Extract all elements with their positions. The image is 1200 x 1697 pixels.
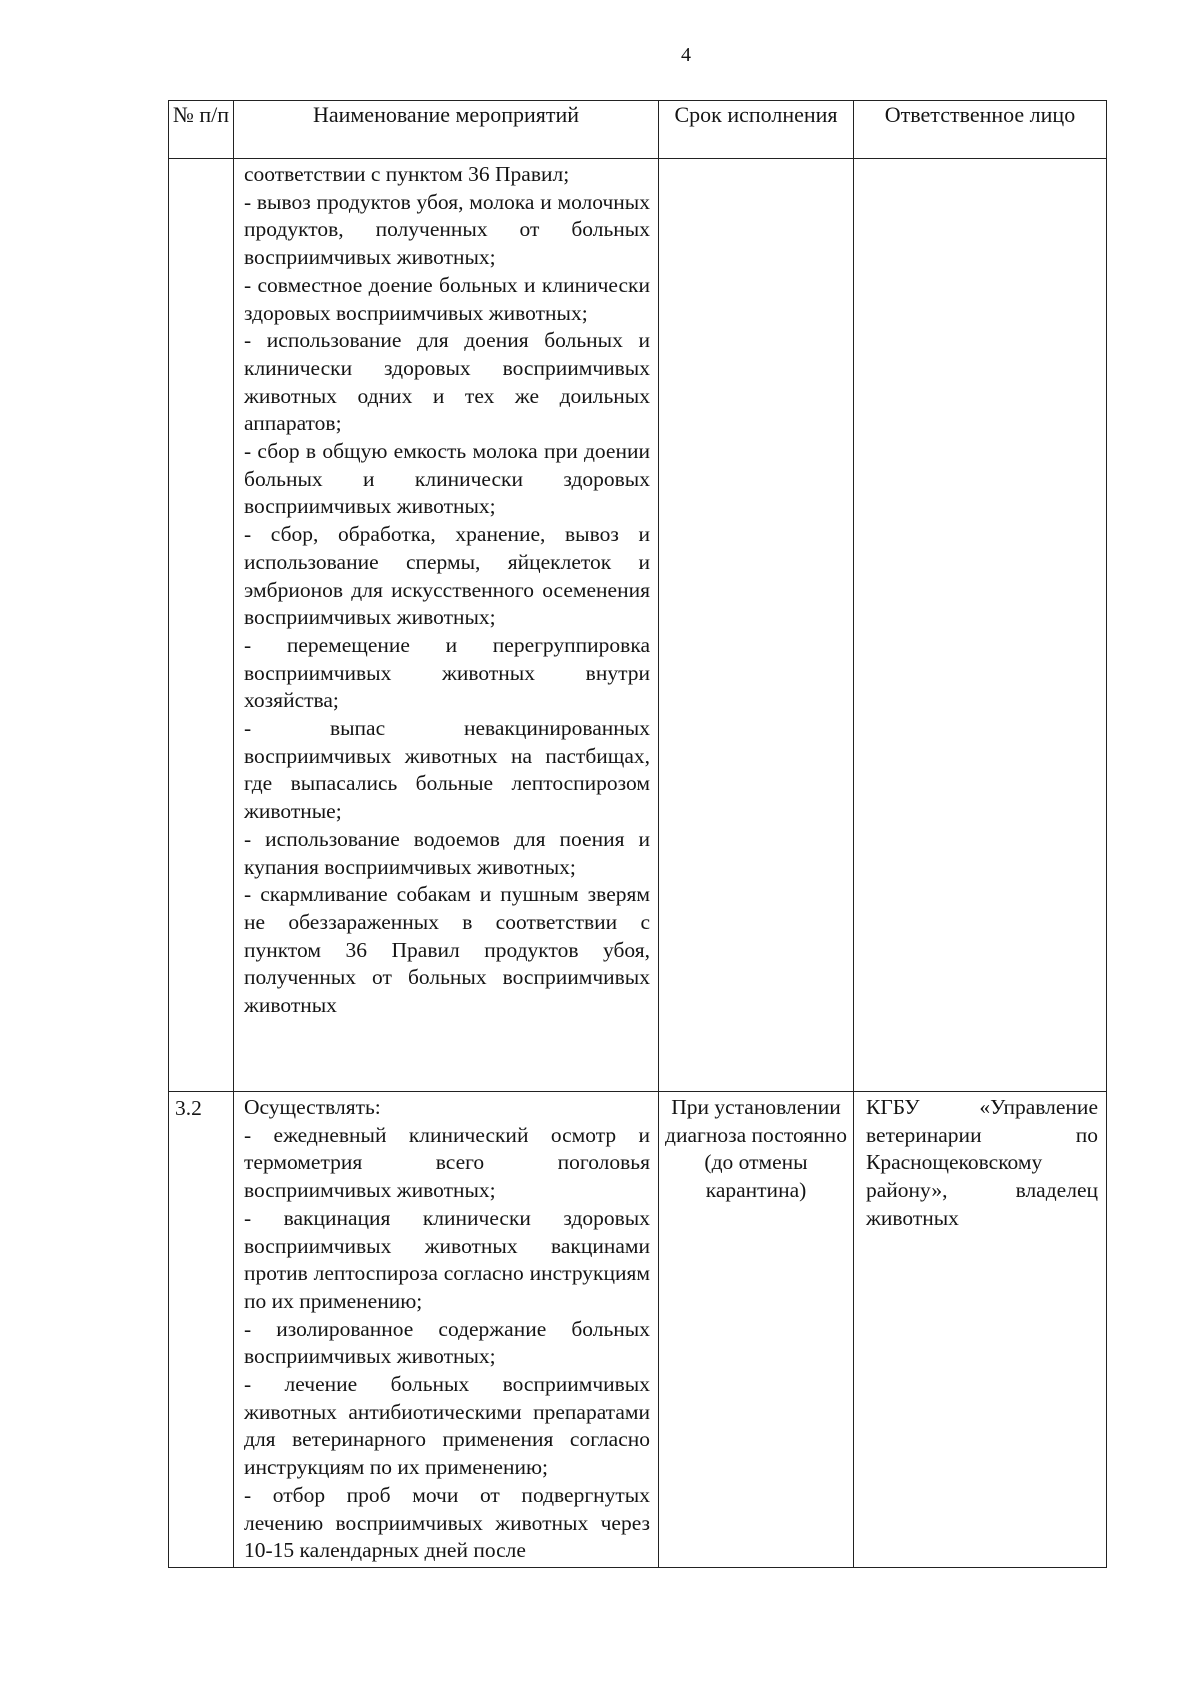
table-header-row: [169, 101, 1107, 159]
header-name: Наименование мероприятий: [234, 101, 659, 159]
measure-item: - скармливание собакам и пушным зверям не обеззараженных в соответствии с пунктом 36 Правил продуктов убоя, полученных от больных восприимчивых животных: [244, 882, 650, 1018]
row-responsible-cell: [854, 159, 1107, 1092]
measure-item: - ежедневный клинический осмотр и термометрия всего поголовья восприимчивых животных;: [244, 1122, 650, 1203]
row-term-cell: [659, 1092, 854, 1568]
measure-item: - сбор, обработка, хранение, вывоз и использование спермы, яйцеклеток и эмбрионов для искусственного осеменения восприимчивых животных;: [244, 522, 650, 630]
row-name-cell: [234, 1092, 659, 1568]
row-responsible-cell: [854, 1092, 1107, 1568]
row-term-cell: [659, 159, 854, 1092]
row-responsible: [854, 159, 1106, 161]
row-name-text: [234, 159, 658, 1020]
measure-item: - использование для доения больных и клинически здоровых восприимчивых животных одних и тех же доильных аппаратов;: [244, 328, 650, 436]
table-row: [169, 1092, 1107, 1568]
measure-item: - лечение больных восприимчивых животных антибиотическими препаратами для ветеринарного применения согласно инструкциям по их применению;: [244, 1372, 650, 1480]
measure-item: - отбор проб мочи от подвергнутых лечению восприимчивых животных через 10-15 календарных дней после: [244, 1482, 650, 1563]
measure-item: Осуществлять:: [244, 1095, 381, 1119]
row-num: 3.2: [175, 1096, 202, 1120]
header-responsible: Ответственное лицо: [854, 101, 1107, 159]
row-term: При установлении диагноза постоянно (до отмены карантина): [665, 1095, 847, 1203]
table-row: [169, 159, 1107, 1092]
measure-item: - изолированное содержание больных восприимчивых животных;: [244, 1316, 650, 1369]
row-responsible: КГБУ «Управление ветеринарии по Краснощековскому району», владелец животных: [866, 1095, 1098, 1230]
header-term: Срок исполнения: [659, 101, 854, 159]
row-num: [169, 159, 233, 163]
measure-item: - вывоз продуктов убоя, молока и молочных продуктов, полученных от больных восприимчивых животных;: [244, 189, 650, 270]
measure-item: - сбор в общую емкость молока при доении больных и клинически здоровых восприимчивых животных;: [244, 439, 650, 519]
measure-item: - использование водоемов для поения и купания восприимчивых животных;: [244, 826, 650, 879]
row-num-cell: [169, 1092, 234, 1568]
row-name-cell: [234, 159, 659, 1092]
measure-item: - совместное доение больных и клинически здоровых восприимчивых животных;: [244, 272, 650, 325]
measure-item: - выпас невакцинированных восприимчивых животных на пастбищах, где выпасались больные лептоспирозом животные;: [244, 716, 650, 824]
page-number-text: 4: [681, 44, 691, 66]
measure-item: - перемещение и перегруппировка восприимчивых животных внутри хозяйства;: [244, 632, 650, 713]
measure-item: соответствии с пунктом 36 Правил;: [244, 162, 570, 186]
row-num-cell: [169, 159, 234, 1092]
header-num: № п/п: [169, 101, 234, 159]
measures-table: [168, 100, 1107, 1568]
row-name-text: [234, 1092, 658, 1565]
row-term: [659, 159, 853, 161]
measure-item: - вакцинация клинически здоровых восприимчивых животных вакцинами против лептоспироза согласно инструкциям по их применению;: [244, 1205, 650, 1313]
